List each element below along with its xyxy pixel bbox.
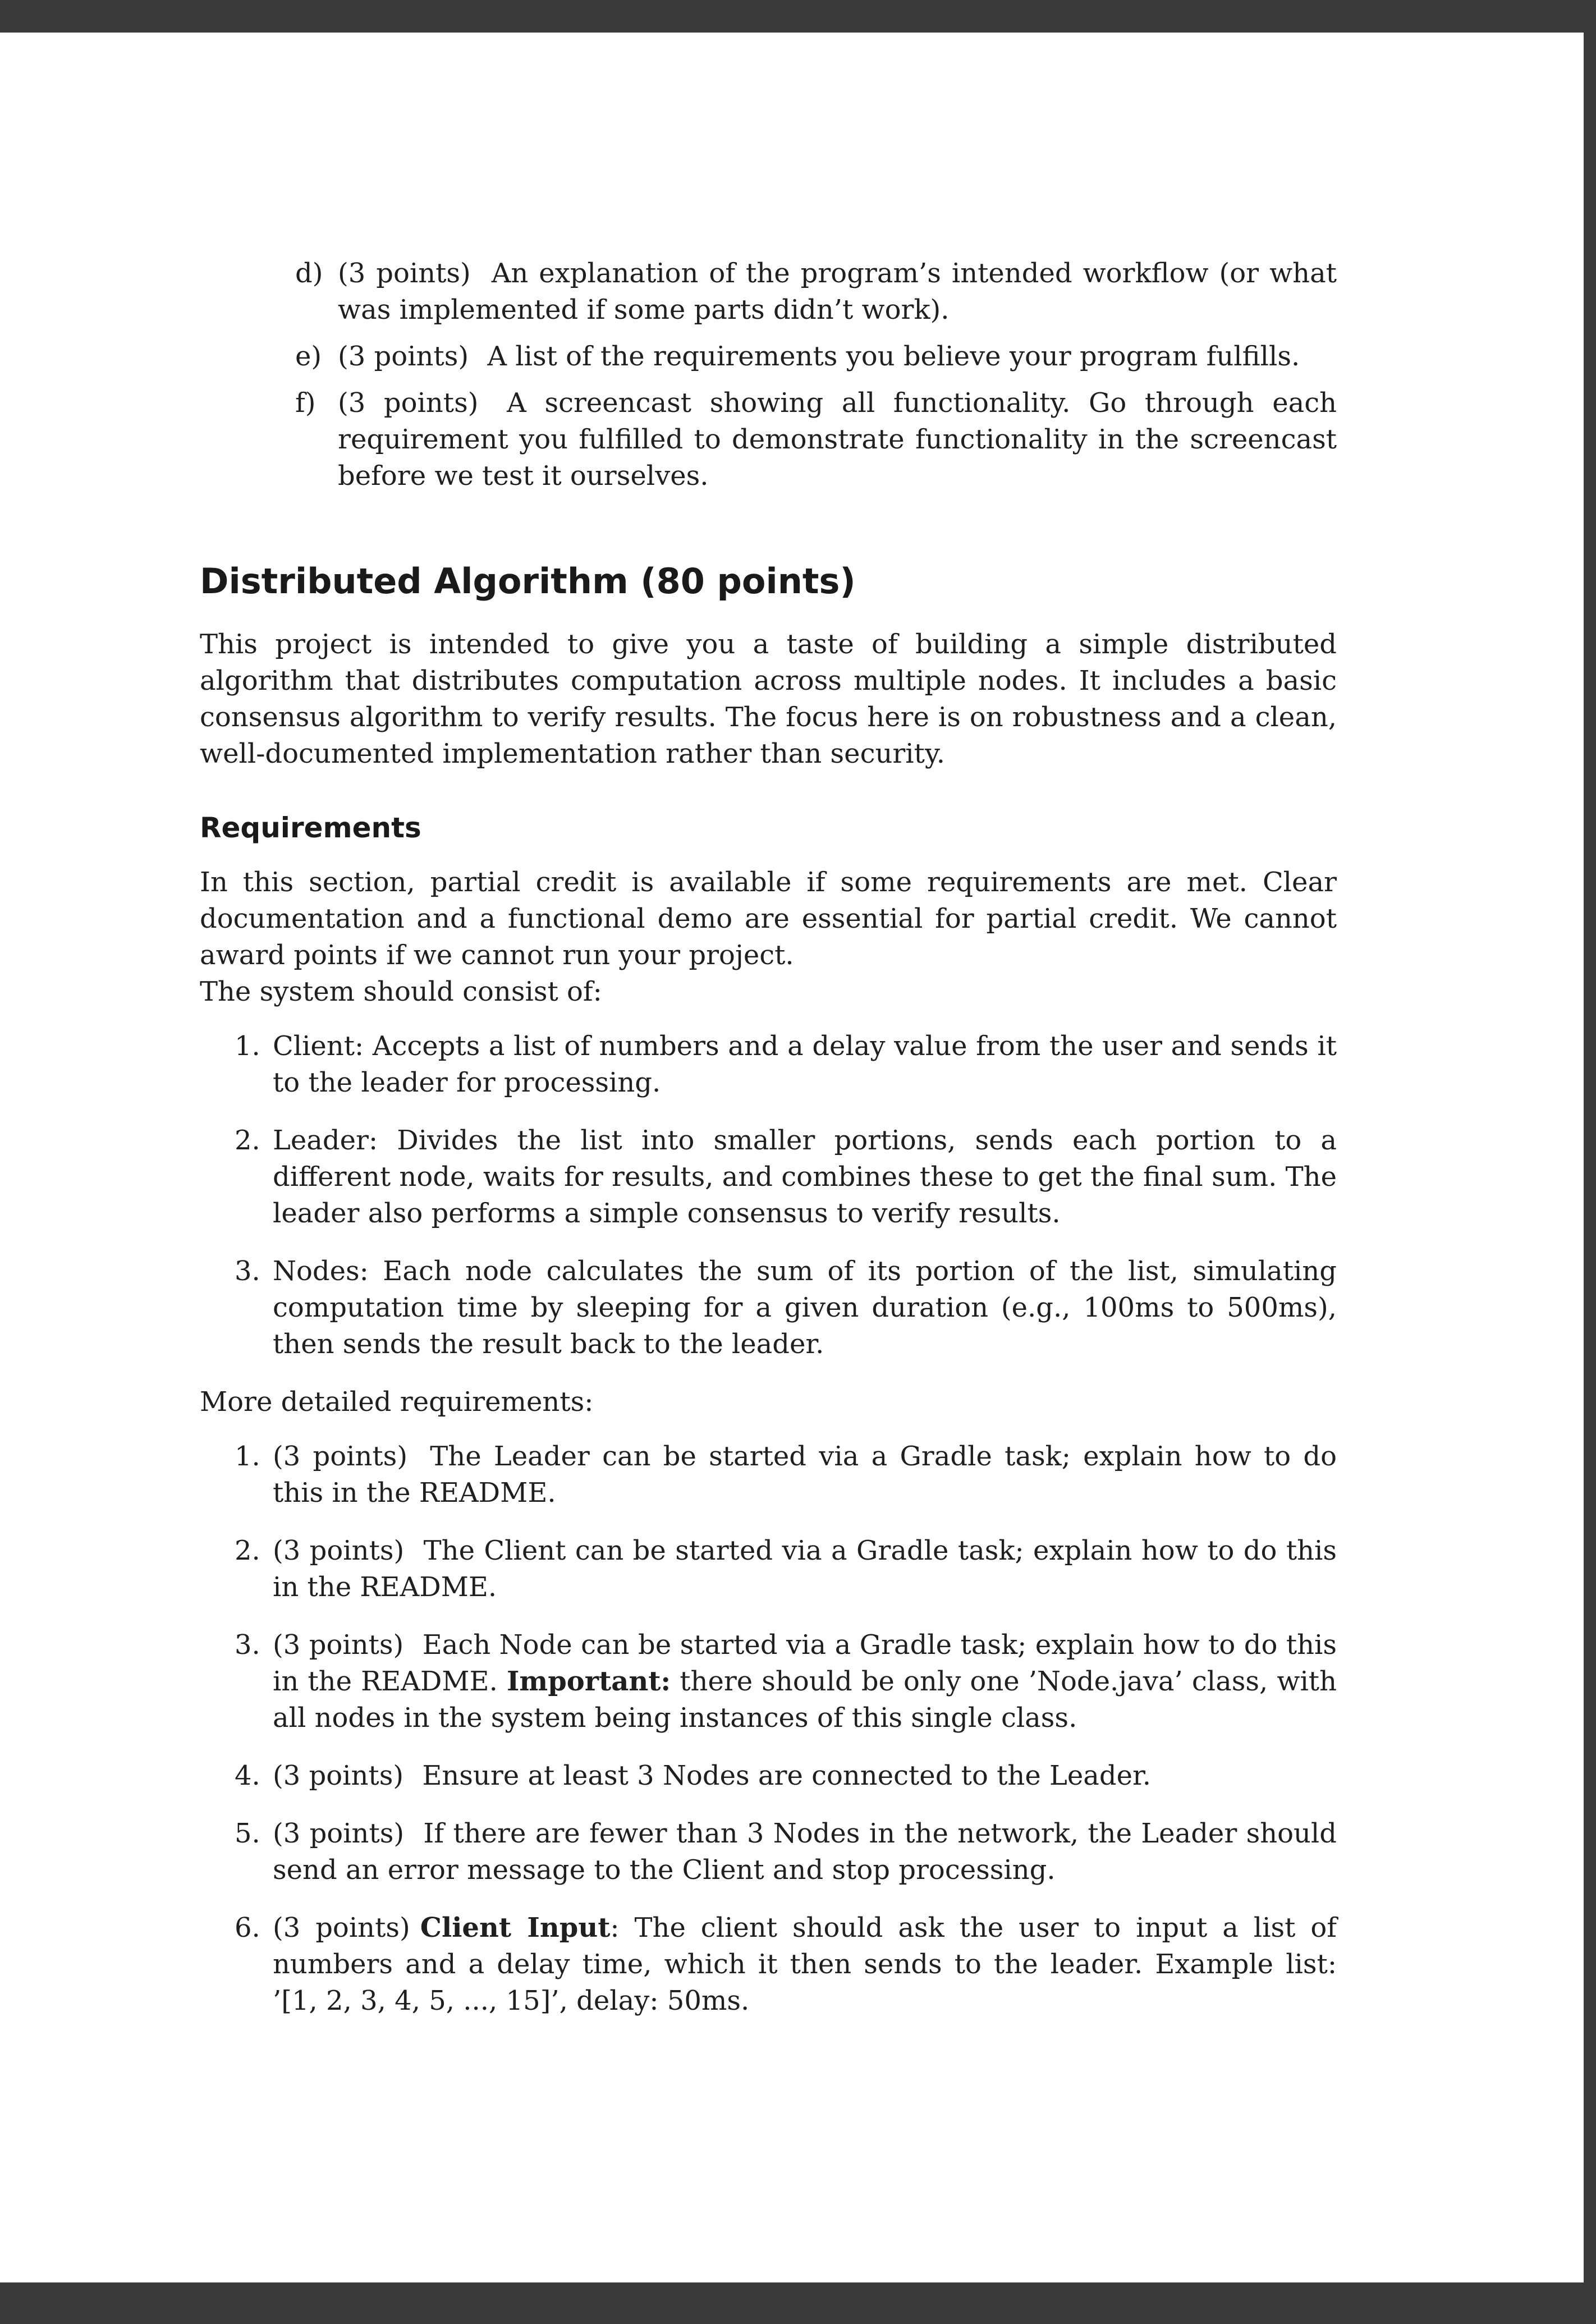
list-item [200,1910,1337,2019]
points-label: (3 points) [338,341,469,372]
list-marker: 6. [235,1912,260,1943]
list-marker: e) [295,341,322,372]
list-item [200,338,1337,375]
points-label: (3 points) [338,258,471,289]
list-marker: f) [295,387,316,419]
list-marker: 1. [235,1441,260,1472]
detailed-requirements-label: More detailed requirements: [200,1386,594,1418]
list-item-text: A list of the requirements you believe your program fulfills. [487,341,1300,372]
important-label: Important: [506,1666,671,1697]
list-item [200,1627,1337,1736]
list-item-text: The Client can be started via a Gradle task; explain how to do this in the README. [273,1535,1337,1603]
deliverables-list [200,255,1337,494]
list-marker: 2. [235,1535,260,1566]
list-item-text: Each Node can be started via a Gradle task; explain how to do this in the README. [273,1629,1337,1697]
list-item-text: : The client should ask the user to input a list of numbers and a delay time, which it then sends to the leader. Example list: ’[1, 2, 3, 4, 5, ..., 15]’, delay: 50ms. [273,1912,1337,2016]
list-marker: 1. [235,1030,260,1062]
requirements-title: Requirements [200,812,421,844]
points-label: (3 points) [338,387,479,419]
list-item-text: Nodes: Each node calculates the sum of its portion of the list, simulating computation time by sleeping for a given duration (e.g., 100ms to 500ms), then sends the result back to the leader. [273,1255,1337,1360]
list-item [200,1816,1337,1888]
points-label: (3 points) [273,1818,405,1849]
section-title: Distributed Algorithm (80 points) [200,561,856,602]
system-components-list [200,1028,1337,1363]
system-intro: The system should consist of: [200,976,602,1007]
detailed-requirements-list [200,1438,1337,2019]
list-marker: 5. [235,1818,260,1849]
list-item-text: An explanation of the program’s intended workflow (or what was implemented if some parts didn’t work). [338,258,1337,326]
document-page [200,255,1337,2041]
list-item-text: Ensure at least 3 Nodes are connected to the Leader. [422,1760,1151,1791]
viewer-right-bar [1584,0,1596,2324]
list-item [200,1438,1337,1511]
client-input-label: Client Input [420,1912,611,1943]
points-label: (3 points) [273,1912,410,1943]
list-item-text: The Leader can be started via a Gradle task; explain how to do this in the README. [273,1441,1337,1509]
viewer-bottom-bar [0,2282,1596,2324]
section-intro: This project is intended to give you a taste of building a simple distributed algorithm that distributes computation across multiple nodes. It includes a basic consensus algorithm to verify results. The focus here is on robustness and a clean, well-documented implementation rather than security. [200,629,1337,769]
list-item [200,1028,1337,1101]
list-item [200,255,1337,328]
list-item [200,1253,1337,1363]
list-item-text: A screencast showing all functionality. Go through each requirement you fulfilled to demonstrate functionality in the screencast before we test it ourselves. [338,387,1337,492]
list-item [200,1758,1337,1794]
list-marker: 3. [235,1255,260,1287]
points-label: (3 points) [273,1760,404,1791]
list-item-text: Leader: Divides the list into smaller portions, sends each portion to a different node, waits for results, and combines these to get the final sum. The leader also performs a simple consensus to verify results. [273,1125,1337,1229]
list-item [200,385,1337,494]
list-item [200,1533,1337,1606]
points-label: (3 points) [273,1441,408,1472]
list-item-text: If there are fewer than 3 Nodes in the network, the Leader should send an error message to the Client and stop processing. [273,1818,1337,1886]
points-label: (3 points) [273,1629,404,1661]
list-marker: 2. [235,1125,260,1156]
list-marker: 4. [235,1760,260,1791]
list-item-text: there should be only one ’Node.java’ class, with all nodes in the system being instances of this single class. [273,1666,1337,1734]
requirements-paragraph: In this section, partial credit is available if some requirements are met. Clear documentation and a functional demo are essential for partial credit. We cannot award points if we cannot run your project. [200,867,1337,971]
viewer-top-bar [0,0,1596,33]
list-item [200,1122,1337,1232]
list-marker: d) [295,258,323,289]
points-label: (3 points) [273,1535,405,1566]
list-marker: 3. [235,1629,260,1661]
list-item-text: Client: Accepts a list of numbers and a delay value from the user and sends it to the leader for processing. [273,1030,1337,1098]
